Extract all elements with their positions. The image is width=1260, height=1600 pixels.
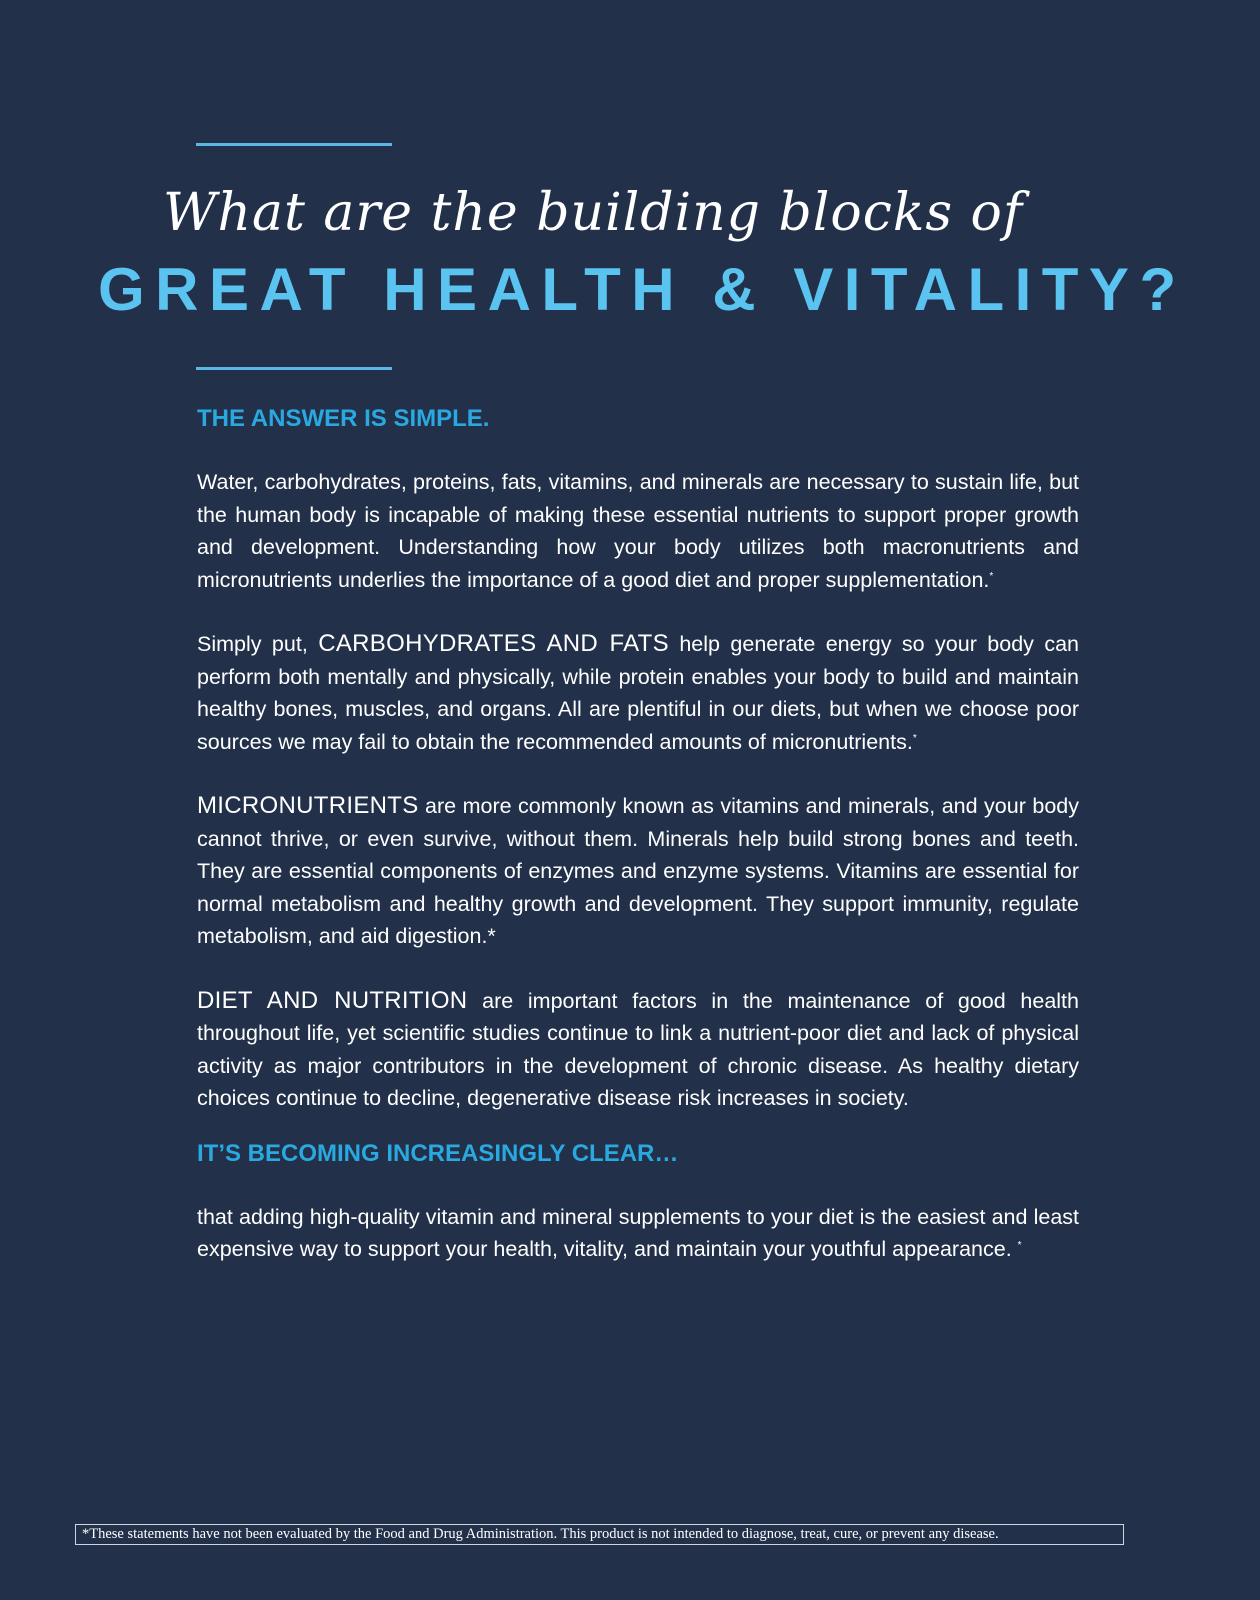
top-divider: [196, 143, 392, 146]
paragraph-nutrients-text: Water, carbohydrates, proteins, fats, vitamins, and minerals are necessary to sustain life, but the human body is incapable of making these essential nutrients to support proper growth and development. Understanding how your body utilizes both macronutrients and micronutrients underlies the importance of a good diet and proper supplementation.: [197, 470, 1079, 592]
lead-micronutrients: MICRONUTRIENTS: [197, 792, 419, 819]
paragraph-diet-nutrition: [197, 985, 1079, 1115]
middle-divider: [196, 367, 392, 370]
paragraph-supplements: [197, 1201, 1079, 1266]
paragraph-diet-nutrition-text: are important factors in the maintenance of good health throughout life, yet scientific studies continue to link a nutrient-poor diet and lack of physical activity as major contributors in the development of chronic disease. As healthy dietary choices continue to decline, degenerative disease risk increases in society.: [197, 988, 1079, 1110]
fda-disclaimer: *These statements have not been evaluated by the Food and Drug Administration. This product is not intended to diagnose, treat, cure, or prevent any disease.: [75, 1524, 1124, 1545]
lead-carbs-fats: CARBOHYDRATES AND FATS: [318, 630, 669, 657]
paragraph-carbs-fats-text: help generate energy so your body can perform both mentally and physically, while protein enables your body to build and maintain healthy bones, muscles, and organs. All are plentiful in our diets, but when we choose poor sources we may fail to obtain the recommended amounts of micronutrients.: [197, 632, 1079, 754]
paragraph-carbs-fats: [197, 628, 1079, 758]
paragraph-micronutrients-text: are more commonly known as vitamins and minerals, and your body cannot thrive, or even survive, without them. Minerals help build strong bones and teeth. They are essential components of enzymes and enzyme systems. Vitamins are essential for normal metabolism and healthy growth and development. They support immunity, regulate metabolism, and aid digestion.*: [197, 794, 1079, 948]
asterisk-mark: *: [989, 570, 994, 582]
section-heading-clear: IT’S BECOMING INCREASINGLY CLEAR…: [197, 1139, 679, 1167]
title-caps-line: GREAT HEALTH & VITALITY?: [98, 256, 1187, 323]
title-script-line: What are the building blocks of: [163, 183, 1024, 243]
lead-diet-nutrition: DIET AND NUTRITION: [197, 986, 468, 1014]
asterisk-mark: *: [912, 732, 917, 744]
asterisk-mark: *: [1017, 1239, 1022, 1251]
paragraph-nutrients: [197, 466, 1079, 596]
section-heading-answer: THE ANSWER IS SIMPLE.: [197, 405, 490, 432]
main-content: [197, 402, 1079, 1266]
paragraph-supplements-text: that adding high-quality vitamin and mineral supplements to your diet is the easiest and least expensive way to support your health, vitality, and maintain your youthful appearance.: [197, 1204, 1079, 1261]
paragraph-carbs-fats-pre: Simply put,: [197, 632, 319, 656]
paragraph-micronutrients: [197, 790, 1079, 953]
